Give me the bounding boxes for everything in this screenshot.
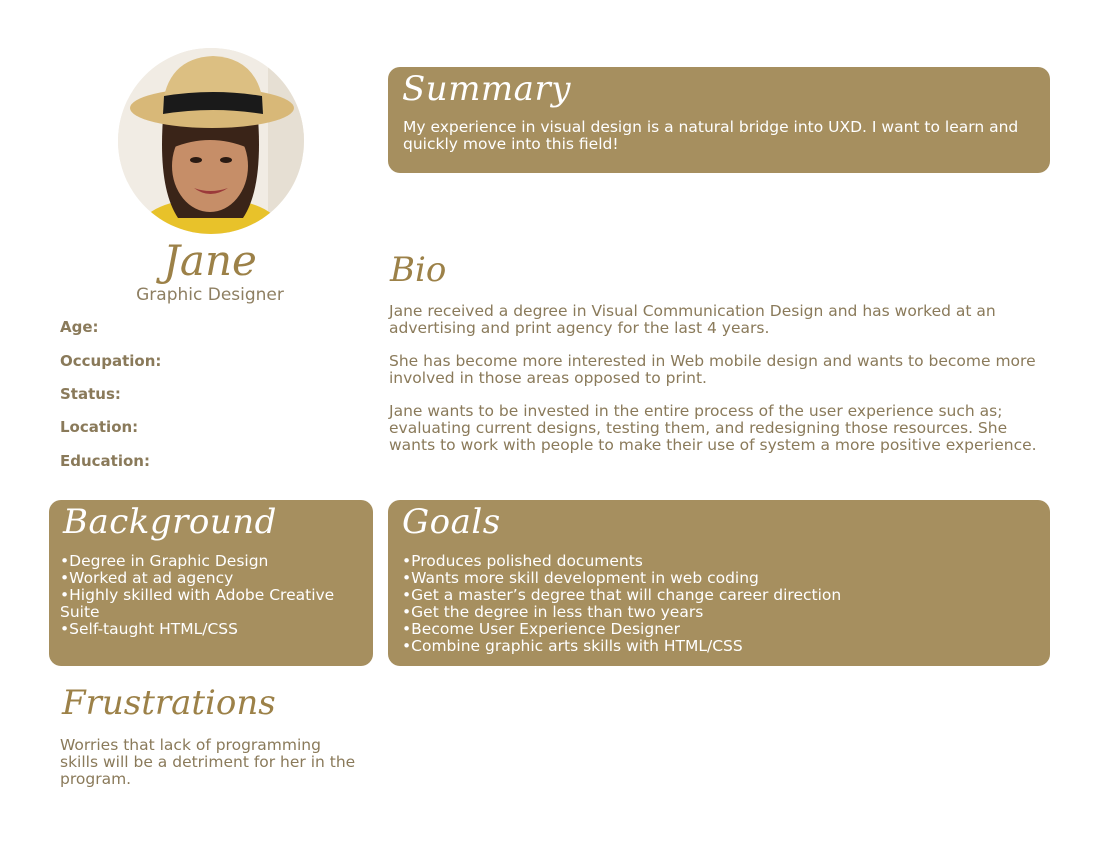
- bio-title: Bio: [390, 250, 447, 290]
- goals-panel: [388, 500, 1050, 666]
- list-item: • Degree in Graphic Design: [60, 553, 360, 570]
- list-item: • Get the degree in less than two years: [402, 604, 1022, 621]
- list-item: • Wants more skill development in web coding: [402, 570, 1022, 587]
- list-item: • Get a master’s degree that will change career direction: [402, 587, 1022, 604]
- frustrations-title: Frustrations: [62, 683, 276, 723]
- profile-photo: [118, 48, 304, 234]
- field-age: Age:: [60, 318, 99, 336]
- field-occupation: Occupation:: [60, 352, 162, 370]
- field-education: Education:: [60, 452, 150, 470]
- list-item: • Highly skilled with Adobe Creative Suite: [60, 587, 360, 621]
- field-location: Location:: [60, 418, 139, 436]
- bio-paragraph: Jane received a degree in Visual Communication Design and has worked at an advertising and print agency for the last 4 years.: [389, 302, 996, 337]
- bio-paragraph: Jane wants to be invested in the entire process of the user experience such as; evaluating current designs, testing them, and redesigning those resources. She wants to work with people to make their use of system a more positive experience.: [389, 402, 1037, 454]
- field-status: Status:: [60, 385, 121, 403]
- list-item: • Self-taught HTML/CSS: [60, 621, 360, 638]
- background-list: [60, 553, 360, 638]
- list-item: • Produces polished documents: [402, 553, 1022, 570]
- summary-title: Summary: [402, 69, 571, 109]
- goals-list: [402, 553, 1022, 655]
- portrait-illustration: [118, 48, 304, 234]
- frustrations-text: Worries that lack of programming skills will be a detriment for her in the program.: [60, 736, 356, 788]
- list-item: • Worked at ad agency: [60, 570, 360, 587]
- goals-title: Goals: [402, 502, 501, 542]
- background-title: Background: [63, 502, 277, 542]
- persona-name: Jane: [163, 236, 257, 285]
- bio-paragraph: She has become more interested in Web mobile design and wants to become more involved in those areas opposed to print.: [389, 352, 1036, 387]
- summary-panel: [388, 67, 1050, 173]
- persona-role: Graphic Designer: [136, 285, 284, 305]
- list-item: • Become User Experience Designer: [402, 621, 1022, 638]
- summary-text: My experience in visual design is a natural bridge into UXD. I want to learn and quickly move into this field!: [403, 118, 1019, 153]
- list-item: • Combine graphic arts skills with HTML/CSS: [402, 638, 1022, 655]
- background-panel: [49, 500, 373, 666]
